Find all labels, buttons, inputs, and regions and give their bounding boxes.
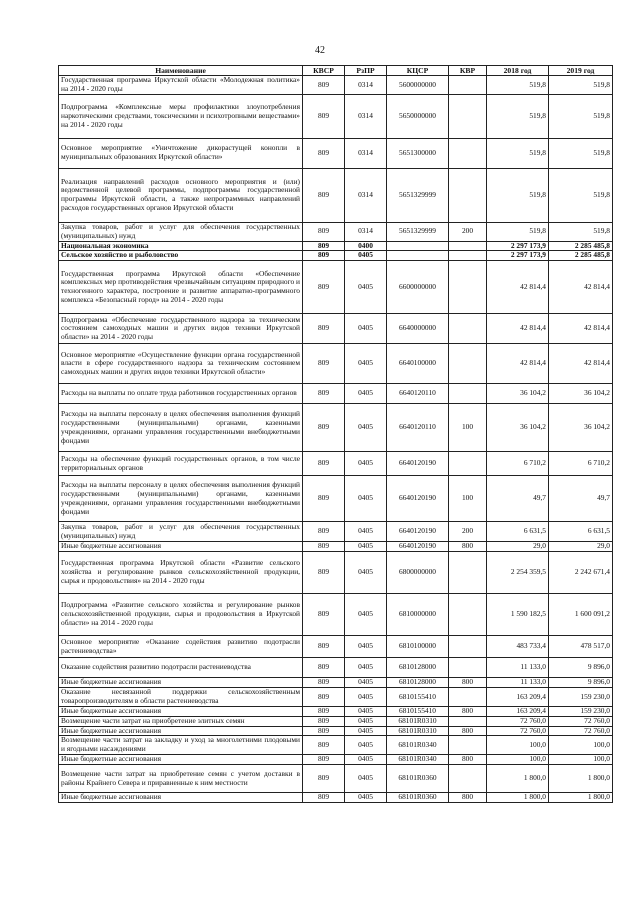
cell-kvr <box>449 636 487 658</box>
cell-2018: 29,0 <box>487 542 549 552</box>
cell-kvsr: 809 <box>303 241 345 251</box>
cell-kvsr: 809 <box>303 726 345 736</box>
cell-kvsr: 809 <box>303 542 345 552</box>
cell-kvr: 800 <box>449 726 487 736</box>
header-kvsr: КВСР <box>303 66 345 76</box>
cell-rzpr: 0405 <box>345 793 387 803</box>
cell-rzpr: 0405 <box>345 476 387 522</box>
cell-rzpr: 0405 <box>345 404 387 452</box>
cell-2019: 6 710,2 <box>549 452 613 476</box>
cell-kvr <box>449 168 487 222</box>
cell-kvsr: 809 <box>303 678 345 688</box>
cell-2018: 42 814,4 <box>487 261 549 314</box>
table-row <box>59 168 613 222</box>
cell-2019: 42 814,4 <box>549 261 613 314</box>
cell-kcsr: 6640120190 <box>387 542 449 552</box>
cell-kvr: 100 <box>449 476 487 522</box>
cell-kvr <box>449 384 487 404</box>
cell-kvsr: 809 <box>303 404 345 452</box>
cell-2018: 519,8 <box>487 76 549 95</box>
cell-kvr <box>449 344 487 384</box>
table-row <box>59 384 613 404</box>
cell-name: Возмещение части затрат на закладку и уход за многолетними плодовыми и ягодными насаждениями <box>59 736 303 755</box>
cell-2019: 159 230,0 <box>549 688 613 707</box>
cell-kvsr: 809 <box>303 765 345 793</box>
cell-kvsr: 809 <box>303 706 345 716</box>
cell-2019: 519,8 <box>549 222 613 241</box>
cell-kvsr: 809 <box>303 344 345 384</box>
table-row <box>59 726 613 736</box>
table-row <box>59 755 613 765</box>
cell-kvr: 100 <box>449 404 487 452</box>
cell-kvr <box>449 552 487 594</box>
cell-name: Государственная программа Иркутской области «Обеспечение комплексных мер противодействия чрезвычайным ситуациям природного и техногенного характера, построение и развитие аппаратно-программного комплекса «Безопасный город» на 2014 - 2020 годы <box>59 261 303 314</box>
cell-kvsr: 809 <box>303 522 345 542</box>
cell-rzpr: 0405 <box>345 261 387 314</box>
cell-kvsr: 809 <box>303 476 345 522</box>
cell-name: Расходы на обеспечение функций государственных органов, в том числе территориальных органов <box>59 452 303 476</box>
cell-2018: 11 133,0 <box>487 658 549 678</box>
cell-2018: 2 297 173,9 <box>487 251 549 261</box>
header-rzpr: РзПР <box>345 66 387 76</box>
cell-kcsr: 5650000000 <box>387 94 449 138</box>
cell-2018: 11 133,0 <box>487 678 549 688</box>
cell-kvr <box>449 314 487 344</box>
cell-kcsr: 6600000000 <box>387 261 449 314</box>
cell-2019: 42 814,4 <box>549 314 613 344</box>
cell-2019: 1 600 091,2 <box>549 594 613 636</box>
table-row <box>59 688 613 707</box>
table-row <box>59 542 613 552</box>
cell-rzpr: 0405 <box>345 678 387 688</box>
table-row <box>59 241 613 251</box>
cell-kvr <box>449 261 487 314</box>
cell-kvsr: 809 <box>303 755 345 765</box>
cell-kvr <box>449 251 487 261</box>
cell-2018: 163 209,4 <box>487 706 549 716</box>
cell-2018: 6 710,2 <box>487 452 549 476</box>
cell-2018: 6 631,5 <box>487 522 549 542</box>
cell-rzpr: 0405 <box>345 688 387 707</box>
cell-2019: 36 104,2 <box>549 384 613 404</box>
cell-name: Государственная программа Иркутской области «Молодежная политика» на 2014 - 2020 годы <box>59 76 303 95</box>
cell-kcsr: 6640120190 <box>387 452 449 476</box>
cell-rzpr: 0314 <box>345 222 387 241</box>
cell-2018: 72 760,0 <box>487 726 549 736</box>
cell-kvsr: 809 <box>303 736 345 755</box>
cell-rzpr: 0314 <box>345 138 387 168</box>
cell-2019: 2 285 485,8 <box>549 241 613 251</box>
table-row <box>59 76 613 95</box>
cell-name: Оказание содействия развитию подотрасли растениеводства <box>59 658 303 678</box>
cell-rzpr: 0405 <box>345 594 387 636</box>
cell-2019: 1 800,0 <box>549 765 613 793</box>
table-row <box>59 706 613 716</box>
cell-name: Подпрограмма «Комплексные меры профилактики злоупотребления наркотическими средствами, токсическими и психотропными веществами» на 2014 - 2020 годы <box>59 94 303 138</box>
cell-kcsr: 68101R0340 <box>387 755 449 765</box>
cell-kvsr: 809 <box>303 594 345 636</box>
cell-kcsr: 6640120190 <box>387 522 449 542</box>
cell-kcsr: 6810128000 <box>387 678 449 688</box>
cell-rzpr: 0405 <box>345 658 387 678</box>
cell-rzpr: 0405 <box>345 716 387 726</box>
cell-2018: 519,8 <box>487 138 549 168</box>
cell-kvr: 800 <box>449 755 487 765</box>
cell-rzpr: 0405 <box>345 384 387 404</box>
table-header-row <box>59 66 613 76</box>
cell-kvr <box>449 688 487 707</box>
table-row <box>59 251 613 261</box>
header-name: Наименование <box>59 66 303 76</box>
cell-name: Подпрограмма «Обеспечение государственного надзора за техническим состоянием самоходных машин и других видов техники Иркутской области» на 2014 - 2020 годы <box>59 314 303 344</box>
cell-2018: 163 209,4 <box>487 688 549 707</box>
cell-rzpr: 0405 <box>345 765 387 793</box>
cell-2018: 519,8 <box>487 222 549 241</box>
cell-name: Подпрограмма «Развитие сельского хозяйства и регулирование рынков сельскохозяйственной продукции, сырья и продовольствия в Иркутской области» на 2014 - 2020 годы <box>59 594 303 636</box>
cell-2018: 2 297 173,9 <box>487 241 549 251</box>
cell-2019: 42 814,4 <box>549 344 613 384</box>
cell-2019: 100,0 <box>549 755 613 765</box>
cell-rzpr: 0405 <box>345 552 387 594</box>
cell-kcsr: 6640120110 <box>387 384 449 404</box>
table-row <box>59 344 613 384</box>
cell-rzpr: 0405 <box>345 542 387 552</box>
cell-kcsr: 6810100000 <box>387 636 449 658</box>
header-kvr: КВР <box>449 66 487 76</box>
budget-table <box>58 65 613 803</box>
cell-2019: 519,8 <box>549 94 613 138</box>
cell-name: Иные бюджетные ассигнования <box>59 706 303 716</box>
header-2018: 2018 год <box>487 66 549 76</box>
cell-2018: 42 814,4 <box>487 344 549 384</box>
table-row <box>59 678 613 688</box>
cell-name: Иные бюджетные ассигнования <box>59 542 303 552</box>
page-number: 42 <box>315 45 325 56</box>
cell-kcsr: 5651329999 <box>387 168 449 222</box>
cell-2019: 72 760,0 <box>549 716 613 726</box>
cell-kvsr: 809 <box>303 452 345 476</box>
table-row <box>59 765 613 793</box>
cell-kcsr: 6640120190 <box>387 476 449 522</box>
cell-kvsr: 809 <box>303 384 345 404</box>
cell-2019: 1 800,0 <box>549 793 613 803</box>
cell-kvr <box>449 452 487 476</box>
cell-name: Реализация направлений расходов основного мероприятия и (или) ведомственной целевой программы, подпрограммы государственной программы Иркутской области, а также непрограммных направлений расходов государственных органов Иркутской области <box>59 168 303 222</box>
cell-name: Национальная экономика <box>59 241 303 251</box>
cell-kvr <box>449 241 487 251</box>
cell-kvr: 200 <box>449 522 487 542</box>
cell-2018: 519,8 <box>487 168 549 222</box>
cell-kvsr: 809 <box>303 688 345 707</box>
cell-2019: 2 242 671,4 <box>549 552 613 594</box>
cell-kcsr: 6810128000 <box>387 658 449 678</box>
table-row <box>59 452 613 476</box>
cell-kvsr: 809 <box>303 658 345 678</box>
cell-kvr <box>449 658 487 678</box>
cell-rzpr: 0405 <box>345 344 387 384</box>
cell-name: Государственная программа Иркутской области «Развитие сельского хозяйства и регулирование рынков сельскохозяйственной продукции, сырья и продовольствия» на 2014 - 2020 годы <box>59 552 303 594</box>
cell-kvsr: 809 <box>303 552 345 594</box>
cell-kcsr: 6810000000 <box>387 594 449 636</box>
table-row <box>59 314 613 344</box>
cell-2019: 519,8 <box>549 138 613 168</box>
table-row <box>59 793 613 803</box>
cell-2019: 72 760,0 <box>549 726 613 736</box>
cell-2019: 29,0 <box>549 542 613 552</box>
cell-kcsr: 68101R0340 <box>387 736 449 755</box>
cell-kcsr <box>387 251 449 261</box>
cell-2018: 100,0 <box>487 736 549 755</box>
cell-kcsr: 68101R0310 <box>387 726 449 736</box>
cell-2018: 42 814,4 <box>487 314 549 344</box>
cell-2019: 519,8 <box>549 76 613 95</box>
cell-kcsr: 68101R0360 <box>387 765 449 793</box>
cell-2018: 36 104,2 <box>487 404 549 452</box>
cell-kcsr: 6640100000 <box>387 344 449 384</box>
cell-name: Иные бюджетные ассигнования <box>59 793 303 803</box>
cell-2019: 100,0 <box>549 736 613 755</box>
table-row <box>59 222 613 241</box>
cell-2018: 49,7 <box>487 476 549 522</box>
cell-kvr <box>449 765 487 793</box>
cell-name: Расходы на выплаты по оплате труда работников государственных органов <box>59 384 303 404</box>
cell-kvsr: 809 <box>303 251 345 261</box>
cell-name: Закупка товаров, работ и услуг для обеспечения государственных (муниципальных) нужд <box>59 222 303 241</box>
cell-name: Сельское хозяйство и рыболовство <box>59 251 303 261</box>
cell-rzpr: 0314 <box>345 76 387 95</box>
cell-rzpr: 0405 <box>345 736 387 755</box>
cell-kcsr: 6640000000 <box>387 314 449 344</box>
cell-kvsr: 809 <box>303 138 345 168</box>
cell-name: Расходы на выплаты персоналу в целях обеспечения выполнения функций государственными (муниципальными) органами, казенными учреждениями, органами управления государственными внебюджетными фондами <box>59 476 303 522</box>
table-row <box>59 658 613 678</box>
cell-rzpr: 0405 <box>345 251 387 261</box>
cell-kcsr: 6810155410 <box>387 706 449 716</box>
table-row <box>59 522 613 542</box>
cell-kvsr: 809 <box>303 793 345 803</box>
table-body <box>59 76 613 803</box>
cell-kvr: 800 <box>449 793 487 803</box>
header-2019: 2019 год <box>549 66 613 76</box>
cell-name: Основное мероприятие «Осуществление функции органа государственной власти в сфере государственного надзора за техническим состоянием самоходных машин и других видов техники Иркутской области» <box>59 344 303 384</box>
cell-2018: 483 733,4 <box>487 636 549 658</box>
cell-name: Иные бюджетные ассигнования <box>59 726 303 736</box>
header-kcsr: КЦСР <box>387 66 449 76</box>
cell-kcsr: 6800000000 <box>387 552 449 594</box>
cell-rzpr: 0405 <box>345 636 387 658</box>
cell-kvr <box>449 94 487 138</box>
cell-kvsr: 809 <box>303 636 345 658</box>
table-row <box>59 716 613 726</box>
cell-kcsr: 6640120110 <box>387 404 449 452</box>
cell-kvr: 800 <box>449 542 487 552</box>
table-row <box>59 552 613 594</box>
cell-2019: 519,8 <box>549 168 613 222</box>
cell-name: Иные бюджетные ассигнования <box>59 755 303 765</box>
cell-2018: 100,0 <box>487 755 549 765</box>
cell-kvr <box>449 76 487 95</box>
cell-rzpr: 0314 <box>345 168 387 222</box>
cell-rzpr: 0405 <box>345 726 387 736</box>
cell-rzpr: 0405 <box>345 452 387 476</box>
cell-kvr <box>449 736 487 755</box>
cell-2018: 1 800,0 <box>487 793 549 803</box>
table-row <box>59 261 613 314</box>
cell-2019: 159 230,0 <box>549 706 613 716</box>
cell-kvr: 800 <box>449 678 487 688</box>
cell-kcsr: 6810155410 <box>387 688 449 707</box>
cell-kvr: 200 <box>449 222 487 241</box>
cell-2018: 36 104,2 <box>487 384 549 404</box>
cell-2018: 72 760,0 <box>487 716 549 726</box>
cell-kvr: 800 <box>449 706 487 716</box>
cell-2018: 1 590 182,5 <box>487 594 549 636</box>
cell-name: Иные бюджетные ассигнования <box>59 678 303 688</box>
cell-kvsr: 809 <box>303 716 345 726</box>
cell-2019: 36 104,2 <box>549 404 613 452</box>
cell-kvr <box>449 138 487 168</box>
cell-kvsr: 809 <box>303 261 345 314</box>
cell-name: Закупка товаров, работ и услуг для обеспечения государственных (муниципальных) нужд <box>59 522 303 542</box>
cell-kcsr <box>387 241 449 251</box>
table-row <box>59 594 613 636</box>
cell-kvsr: 809 <box>303 222 345 241</box>
cell-kcsr: 68101R0310 <box>387 716 449 726</box>
cell-kcsr: 68101R0360 <box>387 793 449 803</box>
cell-2018: 2 254 359,5 <box>487 552 549 594</box>
table-row <box>59 636 613 658</box>
cell-name: Расходы на выплаты персоналу в целях обеспечения выполнения функций государственными (муниципальными) органами, казенными учреждениями, органами управления государственными внебюджетными фондами <box>59 404 303 452</box>
cell-name: Основное мероприятие «Оказание содействия развитию подотрасли растениеводства» <box>59 636 303 658</box>
cell-kvr <box>449 594 487 636</box>
cell-rzpr: 0400 <box>345 241 387 251</box>
table-row <box>59 404 613 452</box>
cell-2019: 6 631,5 <box>549 522 613 542</box>
cell-kvsr: 809 <box>303 76 345 95</box>
cell-2018: 519,8 <box>487 94 549 138</box>
cell-kcsr: 5651329999 <box>387 222 449 241</box>
table-row <box>59 138 613 168</box>
cell-2019: 9 896,0 <box>549 678 613 688</box>
cell-rzpr: 0405 <box>345 706 387 716</box>
cell-kvr <box>449 716 487 726</box>
cell-name: Основное мероприятие «Уничтожение дикорастущей конопли в муниципальных образованиях Иркутской области» <box>59 138 303 168</box>
cell-2019: 2 285 485,8 <box>549 251 613 261</box>
table-row <box>59 736 613 755</box>
cell-name: Оказание несвязанной поддержки сельскохозяйственным товаропроизводителям в области растениеводства <box>59 688 303 707</box>
cell-rzpr: 0405 <box>345 314 387 344</box>
cell-kcsr: 5651300000 <box>387 138 449 168</box>
cell-kvsr: 809 <box>303 168 345 222</box>
cell-2019: 9 896,0 <box>549 658 613 678</box>
cell-kvsr: 809 <box>303 94 345 138</box>
cell-name: Возмещение части затрат на приобретение элитных семян <box>59 716 303 726</box>
cell-name: Возмещение части затрат на приобретение семян с учетом доставки в районы Крайнего Севера и приравненные к ним местности <box>59 765 303 793</box>
cell-rzpr: 0314 <box>345 94 387 138</box>
cell-rzpr: 0405 <box>345 522 387 542</box>
cell-2019: 478 517,0 <box>549 636 613 658</box>
cell-rzpr: 0405 <box>345 755 387 765</box>
cell-2018: 1 800,0 <box>487 765 549 793</box>
cell-2019: 49,7 <box>549 476 613 522</box>
table-row <box>59 94 613 138</box>
table-row <box>59 476 613 522</box>
cell-kcsr: 5600000000 <box>387 76 449 95</box>
cell-kvsr: 809 <box>303 314 345 344</box>
